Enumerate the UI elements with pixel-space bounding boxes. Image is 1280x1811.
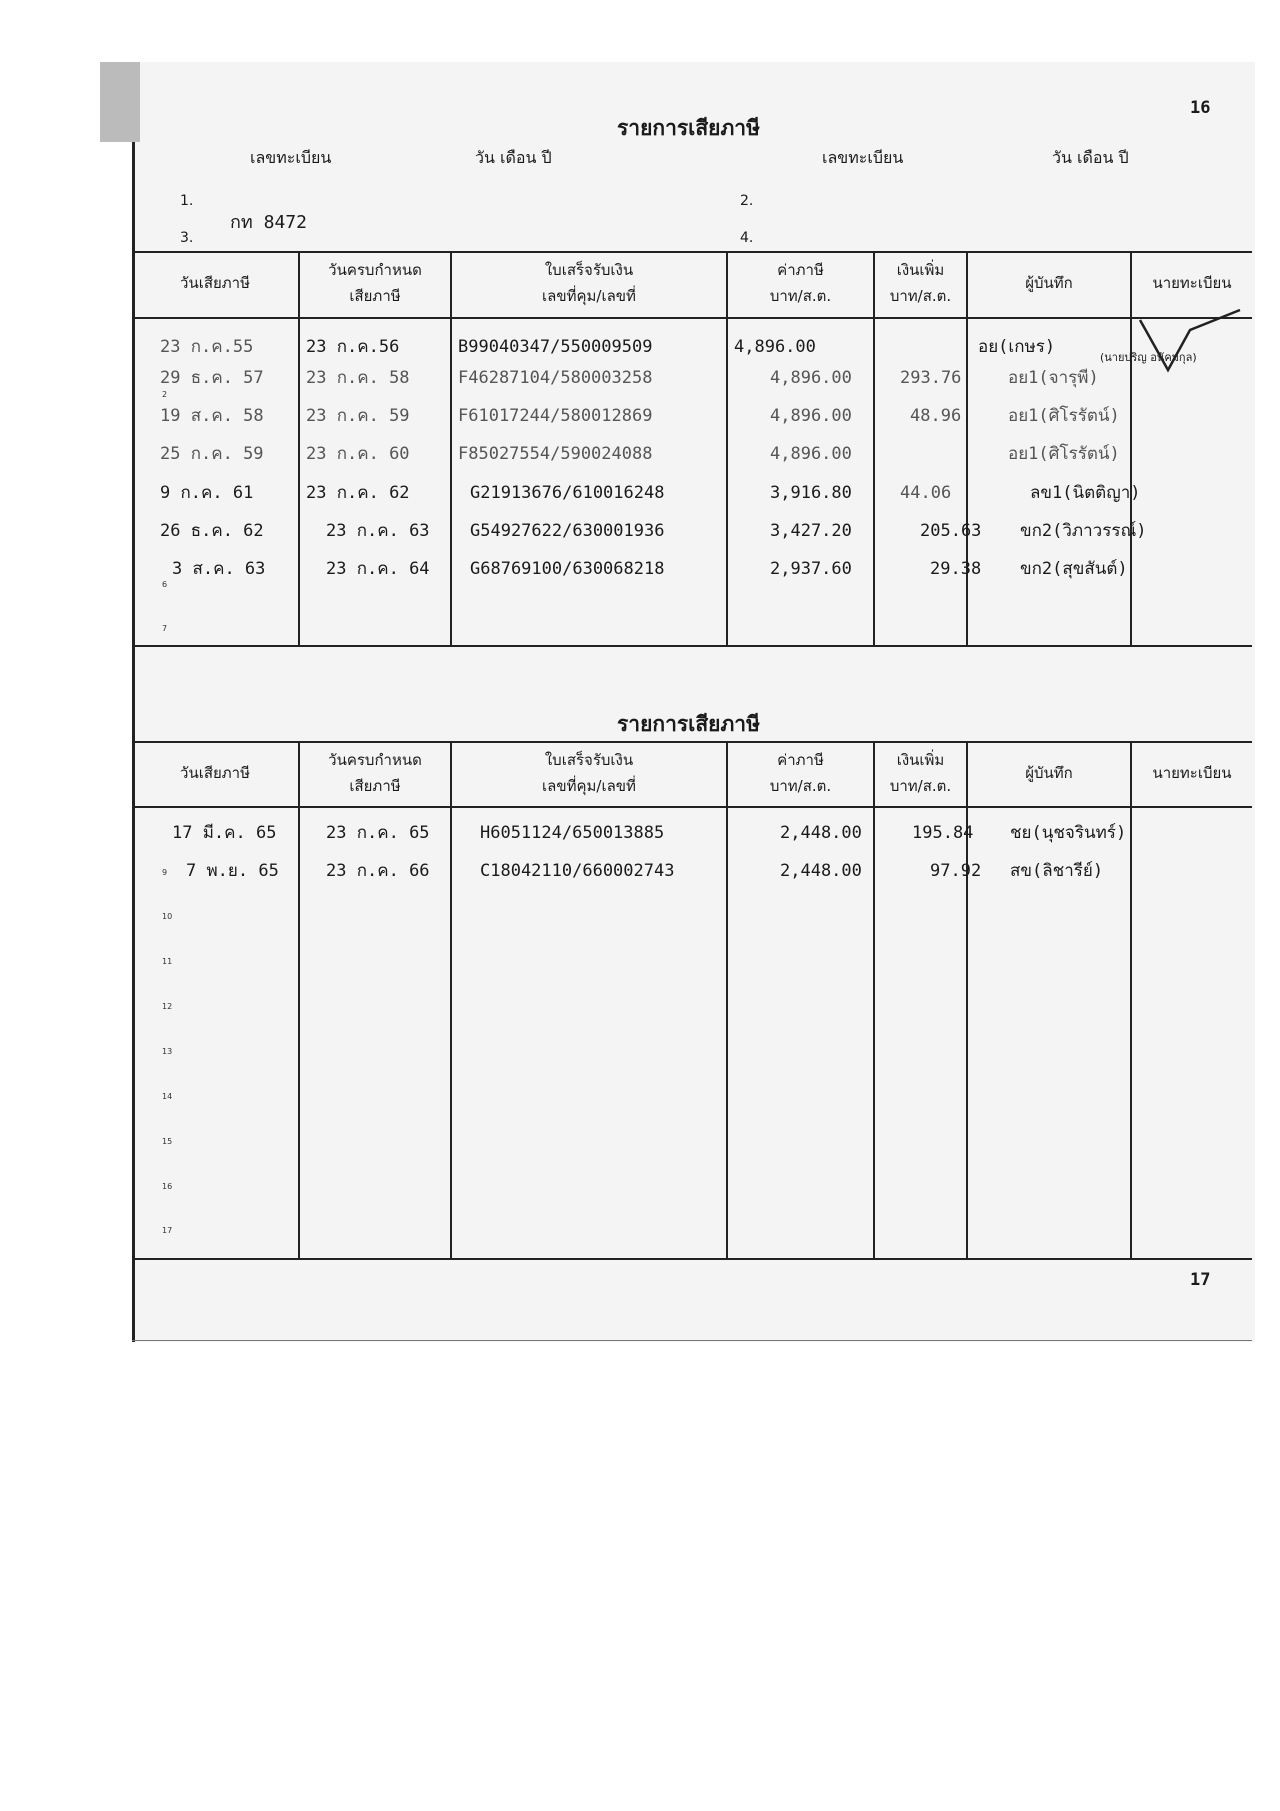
row-surcharge: 48.96 bbox=[910, 406, 962, 426]
row-recorder: ลข1(นิตติญา) bbox=[1030, 483, 1141, 503]
page-number-bottom: 17 bbox=[1190, 1270, 1211, 1290]
row-due-date: 23 ก.ค. 63 bbox=[326, 521, 430, 541]
row-recorder: ชย(นุชจรินทร์) bbox=[1010, 823, 1127, 843]
row-surcharge: 97.92 bbox=[930, 861, 982, 881]
col-header-receipt: ใบเสร็จรับเงิน เลขที่คุม/เลขที่ bbox=[542, 751, 636, 795]
row-receipt: B99040347/550009509 bbox=[458, 337, 653, 357]
row-number: 15 bbox=[162, 1137, 173, 1146]
row-recorder: อย(เกษร) bbox=[978, 337, 1056, 357]
row-number: 17 bbox=[162, 1226, 173, 1235]
row-paid-date: 7 พ.ย. 65 bbox=[186, 861, 279, 881]
row-paid-date: 9 ก.ค. 61 bbox=[160, 483, 254, 503]
row-recorder: อย1(ศิโรรัตน์) bbox=[1008, 444, 1120, 464]
row-receipt: F85027554/590024088 bbox=[458, 444, 653, 464]
table2-col-divider bbox=[873, 741, 875, 1260]
paper-bottom-edge bbox=[132, 1340, 1252, 1341]
row-number: 13 bbox=[162, 1047, 173, 1056]
row-number: 16 bbox=[162, 1182, 173, 1191]
row-tax: 2,937.60 bbox=[770, 559, 852, 579]
row-due-date: 23 ก.ค. 60 bbox=[306, 444, 410, 464]
date-label-1: วัน เดือน ปี bbox=[475, 148, 552, 167]
row-surcharge: 205.63 bbox=[920, 521, 982, 541]
table2-col-divider bbox=[1130, 741, 1132, 1260]
table1-col-divider bbox=[298, 251, 300, 647]
registrar-signature-text: (นายปริญ อนัคมกุล) bbox=[1100, 351, 1197, 364]
row-number: 2 bbox=[162, 390, 168, 399]
table1-col-divider bbox=[450, 251, 452, 647]
row-due-date: 23 ก.ค. 59 bbox=[306, 406, 410, 426]
reg-num-2: 2. bbox=[740, 193, 754, 209]
row-recorder: ขก2(สุขสันต์) bbox=[1020, 559, 1128, 579]
row-surcharge: 44.06 bbox=[900, 483, 952, 503]
row-receipt: G21913676/610016248 bbox=[470, 483, 665, 503]
section1-title: รายการเสียภาษี bbox=[617, 115, 760, 140]
col-header-due-date: วันครบกำหนด เสียภาษี bbox=[328, 261, 422, 305]
table2-bottom-border bbox=[132, 1258, 1252, 1260]
reg-label-2: เลขทะเบียน bbox=[822, 148, 904, 167]
row-number: 9 bbox=[162, 868, 168, 877]
row-tax: 3,916.80 bbox=[770, 483, 852, 503]
table1-col-divider bbox=[873, 251, 875, 647]
row-receipt: G54927622/630001936 bbox=[470, 521, 665, 541]
row-surcharge: 29.38 bbox=[930, 559, 982, 579]
reg-num-3: 3. bbox=[180, 230, 194, 246]
col-header-registrar: นายทะเบียน bbox=[1152, 274, 1232, 292]
table1-col-divider bbox=[966, 251, 968, 647]
row-tax: 4,896.00 bbox=[770, 368, 852, 388]
row-tax: 3,427.20 bbox=[770, 521, 852, 541]
row-receipt: F61017244/580012869 bbox=[458, 406, 653, 426]
date-label-2: วัน เดือน ปี bbox=[1052, 148, 1129, 167]
table1-header-border bbox=[132, 317, 1252, 319]
row-paid-date: 19 ส.ค. 58 bbox=[160, 406, 264, 426]
row-number: 11 bbox=[162, 957, 173, 966]
reg-num-1: 1. bbox=[180, 193, 194, 209]
row-due-date: 23 ก.ค. 66 bbox=[326, 861, 430, 881]
row-due-date: 23 ก.ค. 65 bbox=[326, 823, 430, 843]
row-tax: 4,896.00 bbox=[770, 444, 852, 464]
row-number: 10 bbox=[162, 912, 173, 921]
table1-top-border bbox=[132, 251, 1252, 253]
reg-num-4: 4. bbox=[740, 230, 754, 246]
col-header-registrar: นายทะเบียน bbox=[1152, 764, 1232, 782]
row-due-date: 23 ก.ค. 64 bbox=[326, 559, 430, 579]
col-header-due-date: วันครบกำหนด เสียภาษี bbox=[328, 751, 422, 795]
row-number: 6 bbox=[162, 580, 168, 589]
row-surcharge: 195.84 bbox=[912, 823, 974, 843]
registrar-signature bbox=[1130, 300, 1250, 380]
row-number: 12 bbox=[162, 1002, 173, 1011]
section2-title: รายการเสียภาษี bbox=[617, 711, 760, 736]
table2-col-divider bbox=[298, 741, 300, 1260]
row-paid-date: 23 ก.ค.55 bbox=[160, 337, 254, 357]
col-header-receipt: ใบเสร็จรับเงิน เลขที่คุม/เลขที่ bbox=[542, 261, 636, 305]
col-header-surcharge: เงินเพิ่ม บาท/ส.ต. bbox=[889, 751, 952, 795]
table1-col-divider bbox=[726, 251, 728, 647]
reg-value-1: กท 8472 bbox=[230, 212, 307, 233]
row-recorder: อย1(จารุพี) bbox=[1008, 368, 1099, 388]
row-paid-date: 3 ส.ค. 63 bbox=[172, 559, 266, 579]
row-surcharge: 293.76 bbox=[900, 368, 962, 388]
row-receipt: G68769100/630068218 bbox=[470, 559, 665, 579]
row-receipt: F46287104/580003258 bbox=[458, 368, 653, 388]
scan-shadow bbox=[100, 62, 140, 142]
row-recorder: สข(ลิชารีย์) bbox=[1010, 861, 1104, 881]
row-due-date: 23 ก.ค. 62 bbox=[306, 483, 410, 503]
col-header-recorder: ผู้บันทึก bbox=[1025, 764, 1073, 782]
table1-bottom-border bbox=[132, 645, 1252, 647]
table2-col-divider bbox=[966, 741, 968, 1260]
row-tax: 2,448.00 bbox=[780, 861, 862, 881]
row-recorder: อย1(ศิโรรัตน์) bbox=[1008, 406, 1120, 426]
col-header-recorder: ผู้บันทึก bbox=[1025, 274, 1073, 292]
row-receipt: H6051124/650013885 bbox=[480, 823, 665, 843]
row-tax: 4,896.00 bbox=[770, 406, 852, 426]
reg-label-1: เลขทะเบียน bbox=[250, 148, 332, 167]
col-header-tax: ค่าภาษี บาท/ส.ต. bbox=[769, 261, 832, 305]
row-paid-date: 29 ธ.ค. 57 bbox=[160, 368, 264, 388]
col-header-paid-date: วันเสียภาษี bbox=[180, 764, 250, 782]
row-recorder: ขก2(วิภาวรรณ์) bbox=[1020, 521, 1147, 541]
col-header-tax: ค่าภาษี บาท/ส.ต. bbox=[769, 751, 832, 795]
page-number-top: 16 bbox=[1190, 98, 1211, 118]
table2-top-border bbox=[132, 741, 1252, 743]
row-number: 14 bbox=[162, 1092, 173, 1101]
table2-col-divider bbox=[450, 741, 452, 1260]
table2-col-divider bbox=[726, 741, 728, 1260]
row-number: 7 bbox=[162, 624, 168, 633]
row-tax: 4,896.00 bbox=[734, 337, 816, 357]
row-paid-date: 17 มี.ค. 65 bbox=[172, 823, 277, 843]
col-header-paid-date: วันเสียภาษี bbox=[180, 274, 250, 292]
row-paid-date: 26 ธ.ค. 62 bbox=[160, 521, 264, 541]
row-due-date: 23 ก.ค.56 bbox=[306, 337, 400, 357]
row-tax: 2,448.00 bbox=[780, 823, 862, 843]
row-due-date: 23 ก.ค. 58 bbox=[306, 368, 410, 388]
table2-header-border bbox=[132, 806, 1252, 808]
row-receipt: C18042110/660002743 bbox=[480, 861, 675, 881]
row-paid-date: 25 ก.ค. 59 bbox=[160, 444, 264, 464]
col-header-surcharge: เงินเพิ่ม บาท/ส.ต. bbox=[889, 261, 952, 305]
document-page bbox=[132, 62, 1255, 1342]
